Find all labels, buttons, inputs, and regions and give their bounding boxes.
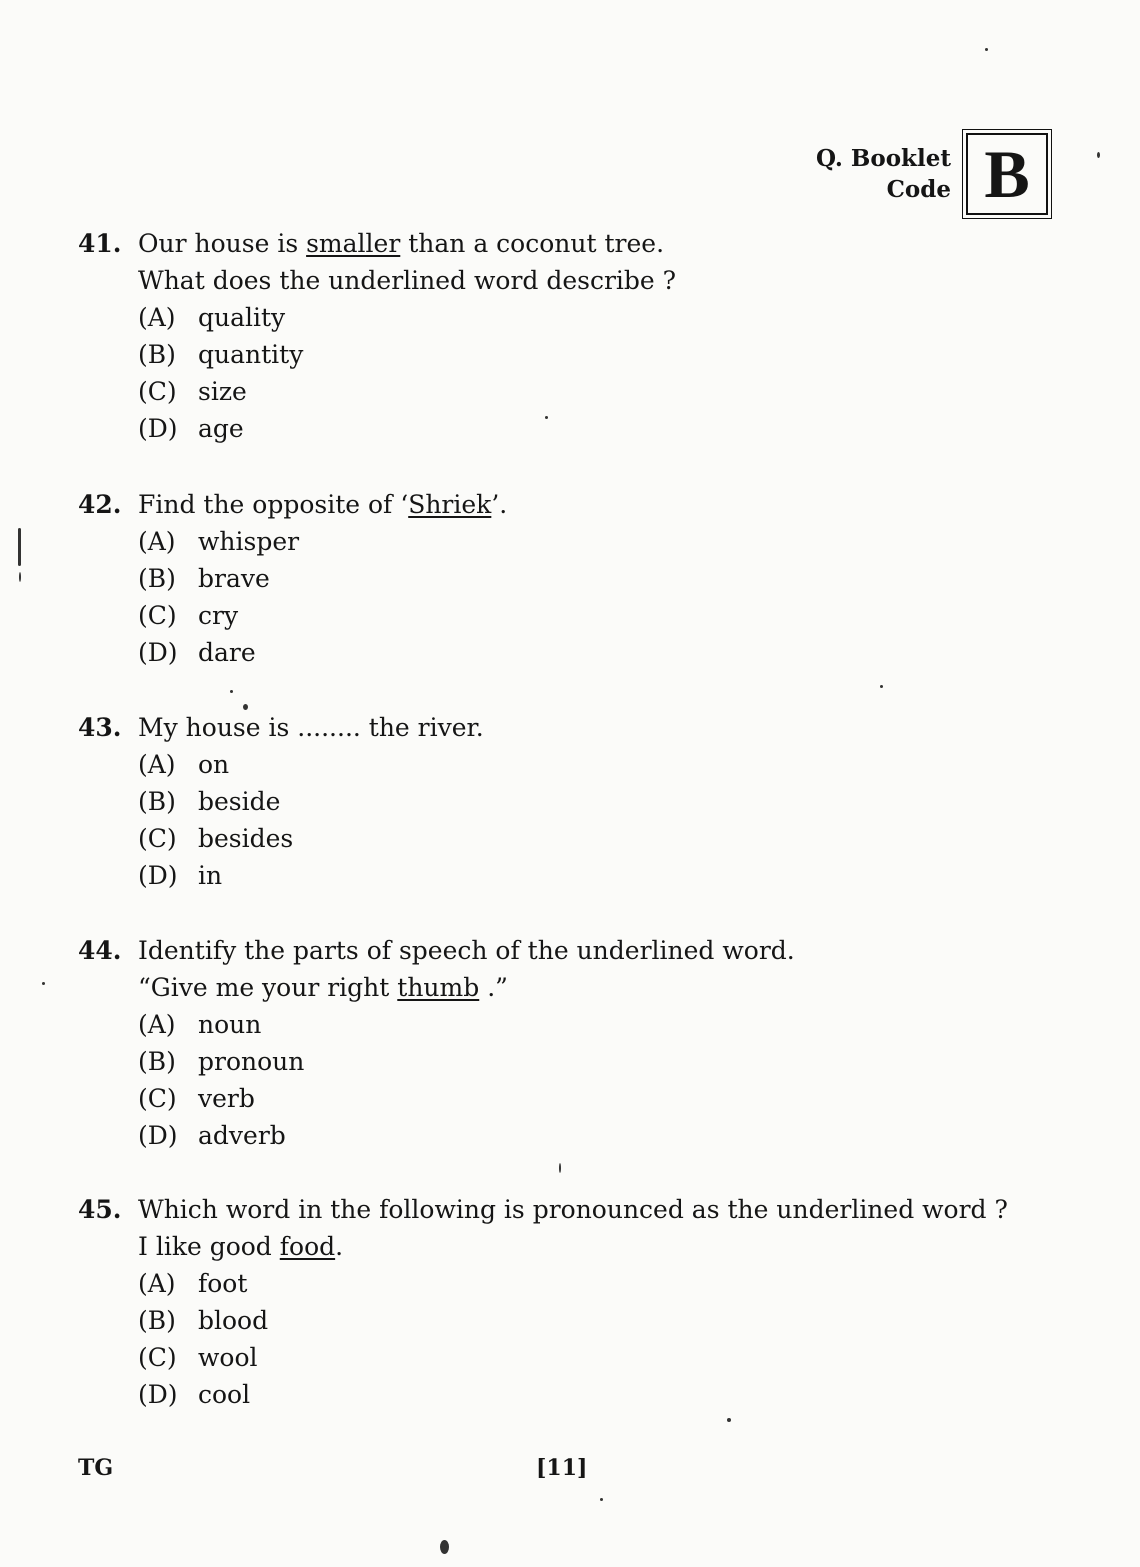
- option-b: (B) pronoun: [138, 1047, 305, 1076]
- option-c: (C) size: [138, 377, 247, 406]
- scan-speck: [243, 704, 248, 710]
- option-d: (D) age: [138, 414, 244, 443]
- option-c: (C) verb: [138, 1084, 255, 1113]
- option-d: (D) in: [138, 861, 223, 890]
- question-44: [78, 932, 1038, 1154]
- option-d: (D) adverb: [138, 1121, 286, 1150]
- option-a: (A) whisper: [138, 527, 300, 556]
- booklet-code-box: B: [966, 133, 1048, 215]
- options-list: [78, 1265, 1038, 1413]
- question-42: [78, 486, 1038, 671]
- scan-speck: [1097, 152, 1100, 158]
- question-number: 44.: [78, 936, 122, 965]
- option-a: (A) quality: [138, 303, 286, 332]
- option-c: (C) wool: [138, 1343, 258, 1372]
- page-number: [11]: [536, 1455, 588, 1481]
- option-c: (C) cry: [138, 601, 239, 630]
- booklet-label-line1: Q. Booklet: [816, 145, 951, 172]
- booklet-code-block: [816, 133, 1048, 215]
- question-text: Identify the parts of speech of the underlined word.: [138, 936, 795, 965]
- question-text: Which word in the following is pronounced as the underlined word ?: [138, 1195, 1008, 1224]
- option-a: (A) foot: [138, 1269, 248, 1298]
- question-number: 43.: [78, 713, 122, 742]
- options-list: [78, 299, 1038, 447]
- booklet-label-line2: Code: [886, 176, 951, 203]
- scan-speck: [18, 528, 21, 566]
- option-c: (C) besides: [138, 824, 294, 853]
- question-number: 42.: [78, 490, 122, 519]
- scan-speck: [545, 416, 548, 419]
- options-list: [78, 523, 1038, 671]
- options-list: [78, 1006, 1038, 1154]
- underlined-word: smaller: [306, 229, 401, 258]
- option-d: (D) dare: [138, 638, 256, 667]
- scan-speck: [985, 48, 988, 51]
- scan-speck: [19, 572, 21, 582]
- scan-speck: [727, 1418, 731, 1422]
- option-d: (D) cool: [138, 1380, 251, 1409]
- question-number: 41.: [78, 229, 122, 258]
- option-b: (B) quantity: [138, 340, 304, 369]
- question-text: Our house is smaller than a coconut tree.: [138, 229, 665, 258]
- question-43: [78, 709, 1038, 894]
- question-text: My house is ........ the river.: [138, 713, 484, 742]
- scan-speck: [600, 1498, 603, 1501]
- options-list: [78, 746, 1038, 894]
- question-text: Find the opposite of ‘Shriek’.: [138, 490, 508, 519]
- question-subtext: “Give me your right thumb .”: [138, 973, 508, 1002]
- option-a: (A) on: [138, 750, 230, 779]
- question-45: [78, 1191, 1038, 1413]
- option-b: (B) beside: [138, 787, 281, 816]
- underlined-word: Shriek: [408, 490, 492, 519]
- footer-code: TG: [78, 1455, 114, 1481]
- scan-speck: [559, 1163, 561, 1173]
- option-a: (A) noun: [138, 1010, 262, 1039]
- option-b: (B) blood: [138, 1306, 269, 1335]
- question-subtext: What does the underlined word describe ?: [138, 266, 677, 295]
- question-41: [78, 225, 1038, 447]
- booklet-code-label: [816, 143, 951, 205]
- scan-speck: [880, 685, 883, 688]
- question-subtext: I like good food.: [138, 1232, 344, 1261]
- underlined-word: thumb: [397, 973, 480, 1002]
- underlined-word: food: [279, 1232, 336, 1261]
- scan-speck: [440, 1540, 449, 1554]
- question-number: 45.: [78, 1195, 122, 1224]
- scan-speck: [230, 690, 233, 693]
- option-b: (B) brave: [138, 564, 270, 593]
- scan-speck: [42, 982, 45, 985]
